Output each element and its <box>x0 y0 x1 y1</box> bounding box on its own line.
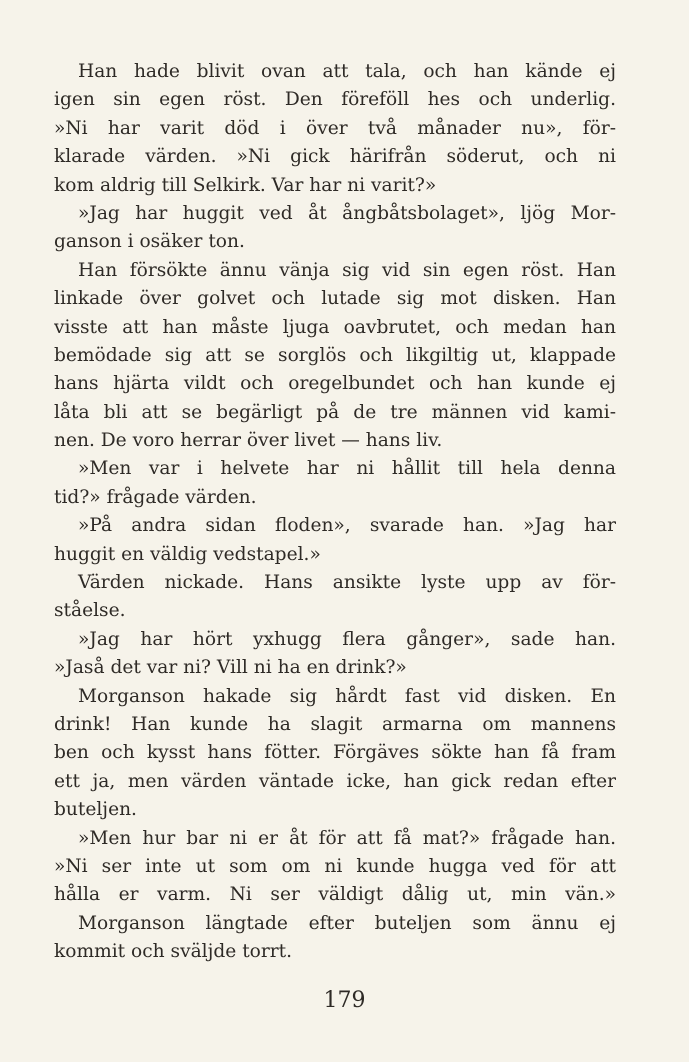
text-line: buteljen. <box>54 799 137 821</box>
text-line: bemödade sig att se sorglös och likgiltig ut, klappade <box>54 344 616 366</box>
text-line: »Ni har varit död i över två månader nu», för- <box>54 117 616 139</box>
text-line: Morganson längtade efter buteljen som ännu ej <box>78 912 616 934</box>
text-line: »Men var i helvete har ni hållit till hela denna <box>78 458 616 480</box>
text-line: drink! Han kunde ha slagit armarna om mannens <box>54 713 616 735</box>
text-line: kom aldrig till Selkirk. Var har ni varit?» <box>54 174 437 196</box>
text-line: ståelse. <box>54 600 126 622</box>
text-line: Han hade blivit ovan att tala, och han kände ej <box>78 61 616 82</box>
text-line: Värden nickade. Hans ansikte lyste upp av för- <box>78 572 616 594</box>
text-line: klarade värden. »Ni gick härifrån söderut, och ni <box>54 146 616 168</box>
text-line: nen. De voro herrar över livet — hans liv. <box>54 430 443 452</box>
text-line: »Jaså det var ni? Vill ni ha en drink?» <box>54 657 407 679</box>
text-line: »På andra sidan floden», svarade han. »Jag har <box>78 515 616 537</box>
text-line: Morganson hakade sig hårdt fast vid disken. En <box>78 685 616 707</box>
text-line: linkade över golvet och lutade sig mot disken. Han <box>54 288 616 310</box>
body-text <box>54 58 616 967</box>
text-line: ett ja, men värden väntade icke, han gick redan efter <box>54 770 616 792</box>
text-line: »Jag har hört yxhugg flera gånger», sade han. <box>78 628 616 650</box>
text-line: »Men hur bar ni er åt för att få mat?» frågade han. <box>78 827 616 849</box>
text-line: hålla er varm. Ni ser väldigt dålig ut, min vän.» <box>54 884 616 906</box>
text-line: hans hjärta vildt och oregelbundet och han kunde ej <box>54 373 616 395</box>
page-number: 179 <box>323 988 366 1013</box>
text-line: »Ni ser inte ut som om ni kunde hugga ved för att <box>54 855 616 877</box>
text-line: ben och kysst hans fötter. Förgäves sökte han få fram <box>54 742 616 764</box>
text-line: låta bli att se begärligt på de tre männen vid kami- <box>54 401 616 423</box>
text-line: igen sin egen röst. Den föreföll hes och underlig. <box>54 89 616 111</box>
text-line: Han försökte ännu vänja sig vid sin egen röst. Han <box>78 259 616 281</box>
text-line: »Jag har huggit ved åt ångbåtsbolaget», ljög Mor- <box>78 202 616 224</box>
text-line: tid?» frågade värden. <box>54 486 257 508</box>
text-line: huggit en väldig vedstapel.» <box>54 543 321 565</box>
text-line: kommit och sväljde torrt. <box>54 941 293 963</box>
text-line: visste att han måste ljuga oavbrutet, och medan han <box>54 316 616 338</box>
text-line: ganson i osäker ton. <box>54 231 245 253</box>
